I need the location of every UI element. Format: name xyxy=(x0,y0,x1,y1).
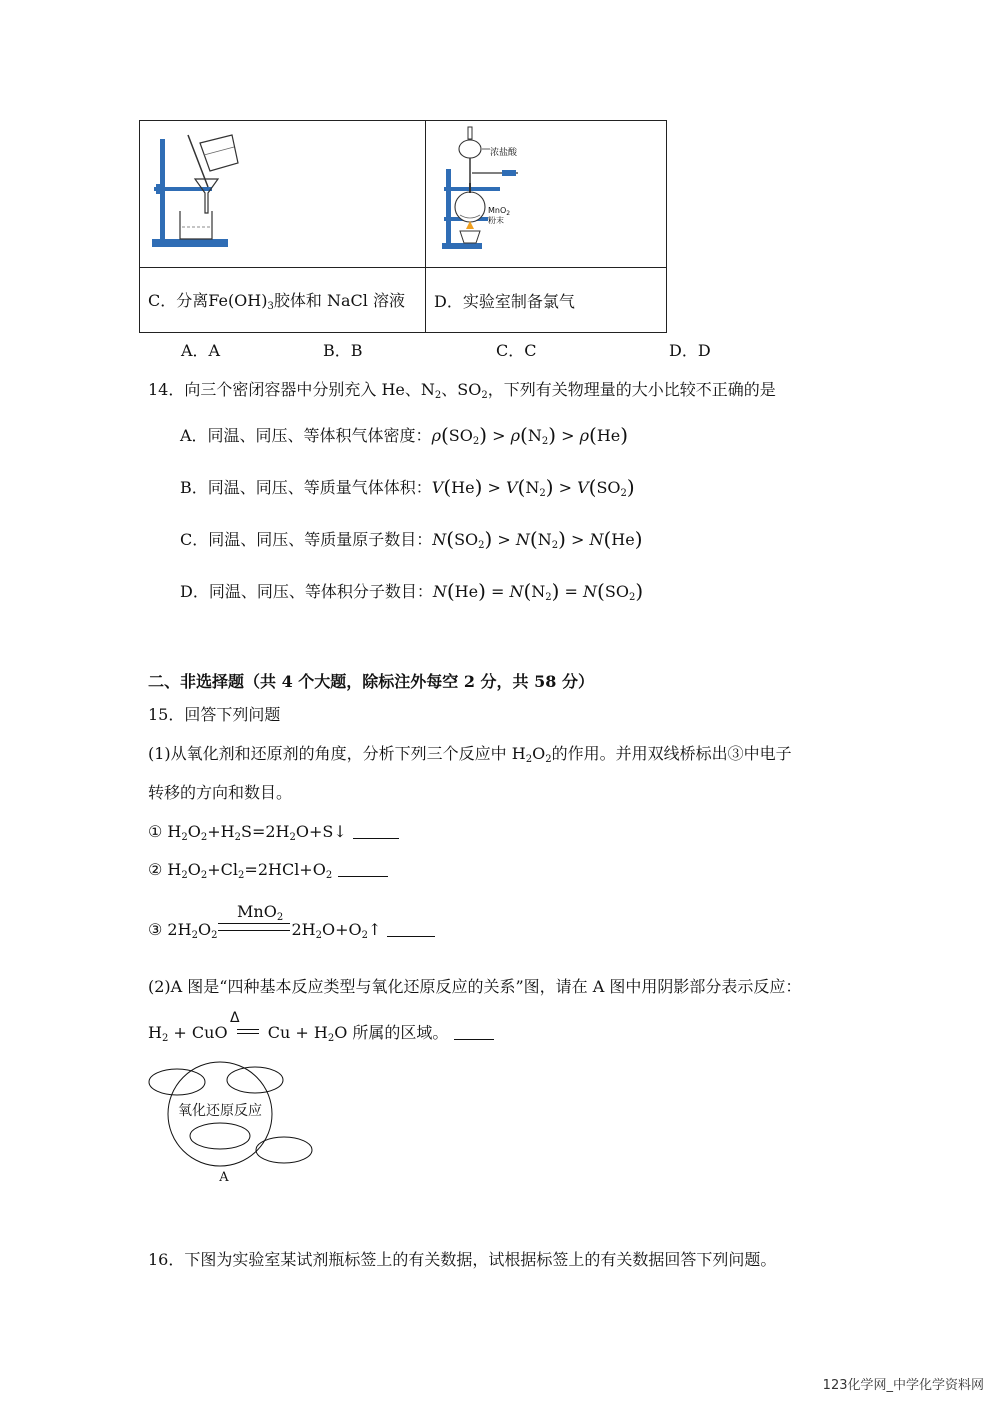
q14-option-d: D．同温、同压、等体积分子数目：$N(He) = N(N_2) = N(SO_2)$ xyxy=(180,579,644,603)
conc-hcl-label: 浓盐酸 xyxy=(490,148,518,158)
answer-blank-2[interactable] xyxy=(338,862,388,877)
q14-option-c: C．同温、同压、等质量原子数目：$N(SO_2) > N(N_2) > N(He)$ xyxy=(180,527,643,551)
section2-heading: 二、非选择题（共 4 个大题，除标注外每空 2 分，共 58 分） xyxy=(148,672,594,691)
chlorine-apparatus-figure xyxy=(426,121,666,263)
venn-diagram-a[interactable] xyxy=(140,1052,330,1192)
apparatus-d-cell xyxy=(426,121,667,268)
answer-blank-4[interactable] xyxy=(454,1025,494,1040)
q15-part1: (1)从氧化剂和还原剂的角度，分析下列三个反应中 $H_2O_2$的作用。并用双线桥标出③中电子 xyxy=(148,744,792,765)
q13-answer-d: D．D xyxy=(669,341,711,360)
filtration-apparatus-figure xyxy=(140,121,425,263)
heat-symbol: Δ xyxy=(230,1010,240,1026)
answer-blank-3[interactable] xyxy=(387,922,435,937)
q15-reaction-1: ① $H_2O_2+H_2S=2H_2O+S↓$ xyxy=(148,820,399,850)
apparatus-c-caption: C．分离$Fe(OH)_3$胶体和 NaCl 溶液 xyxy=(140,268,426,333)
q15-part2: (2)A 图是“四种基本反应类型与氧化还原反应的关系”图，请在 A 图中用阴影部分表示反应： xyxy=(148,977,802,996)
double-arrow-line xyxy=(218,923,290,931)
q13-answer-c: C．C xyxy=(496,341,537,360)
q15-reaction-3: ③ $2H_2O_2$ $2H_2O+O_2↑$ xyxy=(148,918,435,948)
q14-option-a: A．同温、同压、等体积气体密度：$\rho(SO_2) > \rho(N_2) > \rho(He)$ xyxy=(180,423,629,447)
apparatus-c-cell xyxy=(140,121,426,268)
q15-part1-line2: 转移的方向和数目。 xyxy=(148,783,293,802)
q15-part2-equation: $H_2$ + CuO $Cu + H_2O$ 所属的区域。 xyxy=(148,1021,494,1051)
apparatus-table xyxy=(139,120,667,333)
q15-title: 15．回答下列问题 xyxy=(148,705,281,724)
apparatus-d-caption: D．实验室制备氯气 xyxy=(426,268,667,333)
answer-blank-1[interactable] xyxy=(353,824,399,839)
mno2-label: MnO$_2$ xyxy=(488,206,511,217)
powder-label: 粉末 xyxy=(488,216,504,225)
q14-stem: 14．向三个密闭容器中分别充入 He、$N_2$、$SO_2$，下列有关物理量的大小比较不正确的是 xyxy=(148,380,776,401)
q14-option-b: B．同温、同压、等质量气体体积：$V(He) > V(N_2) > V(SO_2)$ xyxy=(180,475,635,499)
venn-label: 氧化还原反应 xyxy=(178,1103,262,1119)
q16-text: 16．下图为实验室某试剂瓶标签上的有关数据，试根据标签上的有关数据回答下列问题。 xyxy=(148,1250,777,1269)
venn-caption: A xyxy=(219,1170,229,1185)
catalyst-label: MnO$_2$ xyxy=(237,902,284,923)
q15-reaction-2: ② $H_2O_2+Cl_2=2HCl+O_2$ xyxy=(148,858,388,888)
footer-watermark: 123化学网_中学化学资料网 xyxy=(822,1378,984,1393)
q13-answer-a: A．A xyxy=(181,341,221,360)
q13-answer-b: B．B xyxy=(323,341,363,360)
